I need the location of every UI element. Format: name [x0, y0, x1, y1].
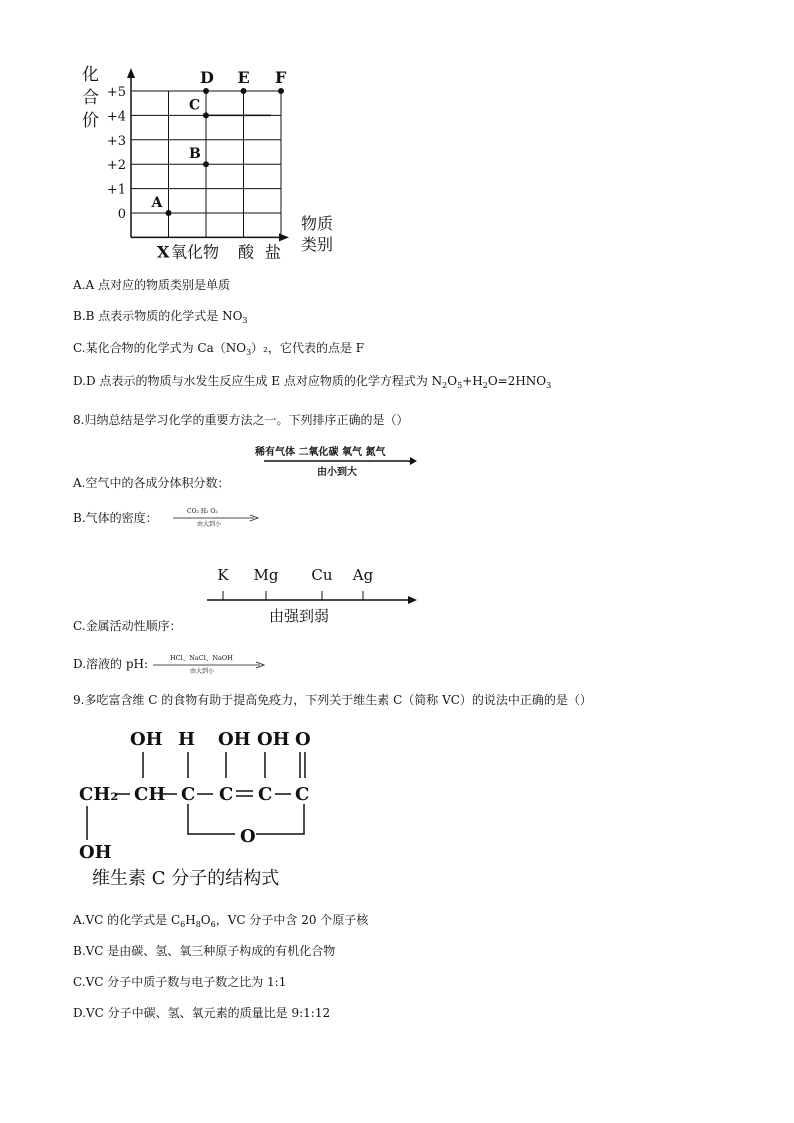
struct-oh-bottom: OH — [79, 842, 112, 863]
x-axis-label-line1: 物质 — [301, 214, 334, 233]
subscript: 3 — [246, 348, 252, 357]
q8-d-direction: 由大到小 — [190, 668, 215, 675]
y-tick-label: +5 — [106, 85, 126, 100]
structure-caption: 维生素 C 分子的结构式 — [92, 868, 280, 889]
point-B — [203, 161, 209, 167]
struct-h: H — [178, 729, 196, 750]
point-F — [278, 88, 284, 94]
q7-option-c-text: C.某化合物的化学式为 Ca（NO — [73, 341, 247, 355]
q7-option-d-part: +H — [462, 374, 483, 388]
y-axis-label-2: 合 — [82, 88, 99, 108]
metal-label: Ag — [352, 566, 374, 584]
metal-ticks — [217, 566, 373, 600]
q7-option-a: A.A 点对应的物质类别是单质 — [73, 278, 230, 292]
subscript: 5 — [457, 381, 463, 390]
q8-option-d: D.溶液的 pH: — [73, 657, 149, 671]
valence-class-chart — [75, 62, 345, 262]
struct-oh: OH — [218, 729, 251, 750]
q8-c-figure — [205, 562, 420, 626]
metal-label: K — [217, 566, 229, 584]
chart-axes — [127, 68, 289, 241]
q8-a-direction: 由小到大 — [317, 467, 357, 478]
q9-option-c: C.VC 分子中质子数与电子数之比为 1:1 — [73, 975, 287, 989]
q8-b-items: CO₂ H₂ O₂ — [187, 508, 218, 515]
q9-option-a-part: O — [200, 913, 211, 927]
x-category-label: 氧化物 — [171, 242, 220, 262]
q8-c-direction: 由强到弱 — [269, 607, 330, 625]
q7-option-d-part: O — [447, 374, 458, 388]
q7-option-b — [73, 309, 248, 325]
struct-c: C — [181, 784, 196, 805]
subscript: 6 — [210, 920, 216, 929]
point-label-C: C — [189, 97, 201, 114]
q9-option-b: B.VC 是由碳、氢、氧三种原子构成的有机化合物 — [73, 944, 336, 958]
x-category-labels — [157, 242, 281, 261]
struct-ch: CH — [134, 784, 166, 805]
point-label-E: E — [237, 68, 250, 87]
x-category-label: 酸 — [238, 242, 255, 262]
struct-c: C — [219, 784, 234, 805]
subscript: 3 — [242, 316, 248, 325]
struct-oh: OH — [130, 729, 163, 750]
y-tick-label: +2 — [106, 158, 126, 174]
q8-a-figure — [252, 443, 417, 483]
q8-stem: 8.归纳总结是学习化学的重要方法之一。下列排序正确的是（） — [73, 413, 409, 427]
q8-b-direction: 由大到小 — [197, 521, 222, 528]
q8-d-items: HCl、NaCl、NaOH — [170, 654, 233, 662]
q8-option-a: A.空气中的各成分体积分数： — [73, 476, 230, 490]
subscript: 2 — [482, 381, 488, 390]
point-A — [166, 210, 172, 216]
y-tick-label: +4 — [106, 109, 126, 125]
subscript: 8 — [195, 920, 201, 929]
y-axis-arrow — [127, 68, 135, 78]
q7-option-d-part: O=2HNO — [487, 374, 547, 388]
point-label-F: F — [275, 68, 287, 87]
q8-option-c: C.金属活动性顺序： — [73, 619, 182, 633]
point-label-A: A — [151, 195, 163, 211]
metal-label: Mg — [253, 566, 279, 584]
q7-option-d — [73, 374, 551, 390]
x-axis-arrow — [279, 233, 289, 241]
y-tick-label: 0 — [117, 207, 126, 222]
point-label-B: B — [189, 146, 201, 163]
struct-ch2: CH₂ — [79, 784, 119, 805]
q9-option-a-part: H — [185, 913, 196, 927]
y-tick-label: +1 — [106, 182, 126, 198]
struct-c: C — [295, 784, 310, 805]
q8-option-b: B.气体的密度： — [73, 511, 158, 525]
struct-c: C — [258, 784, 273, 805]
point-D — [203, 88, 209, 94]
q8-d-figure — [150, 652, 270, 678]
metal-label: Cu — [311, 566, 333, 584]
subscript: 6 — [180, 920, 186, 929]
point-E — [241, 88, 247, 94]
subscript: 2 — [442, 381, 448, 390]
q8-b-figure — [170, 505, 262, 531]
chart-points — [151, 68, 288, 216]
q9-stem: 9.多吃富含维 C 的食物有助于提高免疫力，下列关于维生素 C（简称 VC）的说法中正确的是（） — [73, 693, 592, 707]
struct-oh: OH — [257, 729, 290, 750]
struct-ring-o: O — [240, 826, 256, 847]
q7-option-c-tail: ）₂，它代表的点是 F — [251, 341, 365, 355]
q7-option-c — [73, 341, 364, 357]
y-axis-label-3: 价 — [82, 111, 99, 131]
x-category-label: 盐 — [265, 242, 282, 262]
subscript: 3 — [546, 381, 552, 390]
vitamin-c-structure — [72, 722, 332, 892]
q8-a-items: 稀有气体 二氧化碳 氧气 氮气 — [255, 447, 386, 458]
q9-option-a-text: A.VC 的化学式是 C — [73, 913, 181, 927]
q9-option-d: D.VC 分子中碳、氢、氧元素的质量比是 9:1:12 — [73, 1006, 331, 1020]
struct-o: O — [295, 729, 311, 750]
q7-option-d-text: D.D 点表示的物质与水发生反应生成 E 点对应物质的化学方程式为 N — [73, 374, 443, 388]
y-axis-label-1: 化 — [82, 65, 99, 85]
q9-option-a-tail: ，VC 分子中含 20 个原子核 — [215, 913, 369, 927]
point-label-D: D — [200, 68, 214, 87]
q7-option-b-text: B.B 点表示物质的化学式是 NO — [73, 309, 243, 323]
x-axis-label-line2: 类别 — [301, 235, 334, 254]
y-tick-labels — [107, 85, 126, 222]
q9-option-a — [73, 913, 368, 929]
y-tick-label: +3 — [106, 133, 126, 149]
x-category-label: X — [157, 242, 170, 262]
